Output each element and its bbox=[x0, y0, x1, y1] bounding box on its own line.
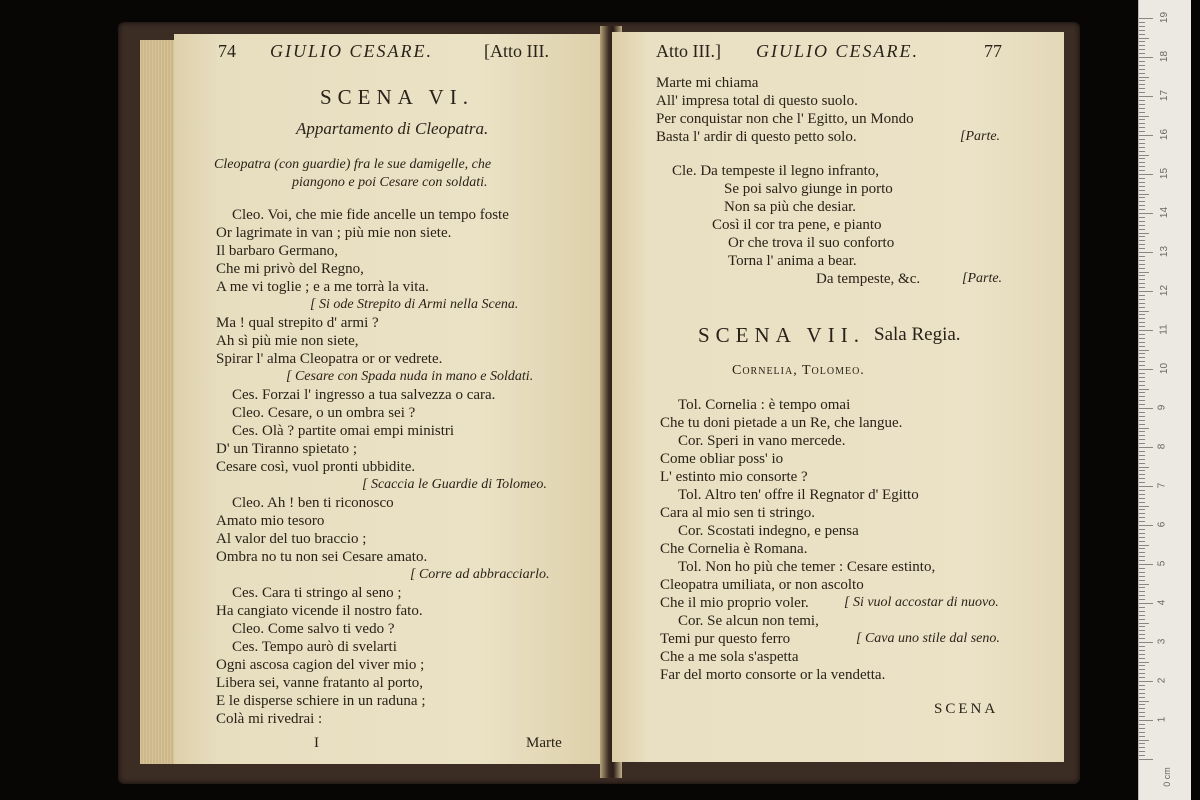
verse-line: Cara al mio sen ti stringo. bbox=[660, 505, 815, 521]
ruler-tick bbox=[1139, 439, 1145, 440]
ruler-tick bbox=[1139, 704, 1145, 705]
ruler-number: 16 bbox=[1159, 128, 1171, 141]
catchword: SCENA bbox=[934, 701, 999, 717]
stage-direction: [ Cava uno stile dal seno. bbox=[856, 631, 1000, 646]
act-label: Atto III.] bbox=[656, 41, 721, 61]
verse-line: Cor. Se alcun non temi, bbox=[678, 613, 819, 629]
ruler-tick bbox=[1139, 482, 1145, 483]
ruler-tick bbox=[1139, 236, 1145, 237]
verse-line: Per conquistar non che l' Egitto, un Mondo bbox=[656, 111, 914, 127]
ruler-tick bbox=[1139, 747, 1145, 748]
verse-line: L' estinto mio consorte ? bbox=[660, 469, 808, 485]
ruler-tick bbox=[1139, 759, 1153, 760]
ruler-tick bbox=[1139, 701, 1149, 702]
ruler-tick bbox=[1139, 642, 1153, 643]
ruler-tick bbox=[1139, 240, 1145, 241]
ruler-tick bbox=[1139, 552, 1145, 553]
ruler-tick bbox=[1139, 26, 1145, 27]
ruler-tick bbox=[1139, 84, 1145, 85]
ruler-unit: 0 cm bbox=[1161, 767, 1172, 787]
ruler-tick bbox=[1139, 365, 1145, 366]
ruler-tick bbox=[1139, 607, 1145, 608]
verse-line: E le disperse schiere in un raduna ; bbox=[216, 693, 426, 709]
ruler-tick bbox=[1139, 369, 1153, 370]
scene-characters: Cornelia, Tolomeo. bbox=[732, 363, 865, 378]
ruler-tick bbox=[1139, 435, 1145, 436]
ruler-tick bbox=[1139, 190, 1145, 191]
ruler-tick bbox=[1139, 459, 1145, 460]
ruler-tick bbox=[1139, 603, 1153, 604]
ruler-tick bbox=[1139, 45, 1145, 46]
ruler-number: 10 bbox=[1159, 362, 1171, 375]
ruler-tick bbox=[1139, 229, 1145, 230]
ruler-tick bbox=[1139, 244, 1145, 245]
ruler-tick bbox=[1139, 194, 1149, 195]
scene-setting: Appartamento di Cleopatra. bbox=[296, 119, 489, 138]
ruler-tick bbox=[1139, 529, 1145, 530]
ruler-tick bbox=[1139, 268, 1145, 269]
ruler-tick bbox=[1139, 311, 1149, 312]
ruler-tick bbox=[1139, 428, 1149, 429]
aria-line: Or che trova il suo conforto bbox=[728, 235, 895, 251]
ruler-tick bbox=[1139, 611, 1145, 612]
ruler-tick bbox=[1139, 467, 1149, 468]
verse-line: Libera sei, vanne fratanto al porto, bbox=[216, 675, 423, 691]
verse-line: Tol. Altro ten' offre il Regnator d' Egitto bbox=[678, 487, 919, 503]
ruler-number: 3 bbox=[1156, 638, 1168, 645]
ruler-tick bbox=[1139, 408, 1153, 409]
ruler-tick bbox=[1139, 307, 1145, 308]
verse-line: Ces. Cara ti stringo al seno ; bbox=[232, 585, 402, 601]
ruler-tick bbox=[1139, 73, 1145, 74]
ruler-tick bbox=[1139, 272, 1149, 273]
ruler-tick bbox=[1139, 353, 1145, 354]
verse-line: Colà mi rivedrai : bbox=[216, 711, 323, 727]
ruler-tick bbox=[1139, 685, 1145, 686]
ruler-tick bbox=[1139, 716, 1145, 717]
verse-line: Tol. Cornelia : è tempo omai bbox=[678, 397, 851, 413]
ruler-tick bbox=[1139, 509, 1145, 510]
ruler-tick bbox=[1139, 197, 1145, 198]
ruler-tick bbox=[1139, 486, 1153, 487]
ruler-tick bbox=[1139, 104, 1145, 105]
ruler-tick bbox=[1139, 720, 1153, 721]
stage-direction: piangono e poi Cesare con soldati. bbox=[292, 175, 488, 190]
ruler-tick bbox=[1139, 572, 1145, 573]
ruler-tick bbox=[1139, 326, 1145, 327]
ruler-number: 13 bbox=[1159, 245, 1171, 258]
ruler-tick bbox=[1139, 65, 1145, 66]
ruler-tick bbox=[1139, 556, 1145, 557]
page-number: 77 bbox=[984, 41, 1002, 61]
ruler-tick bbox=[1139, 498, 1145, 499]
ruler-tick bbox=[1139, 209, 1145, 210]
ruler-tick bbox=[1139, 630, 1145, 631]
verse-line: Ogni ascosa cagion del viver mio ; bbox=[216, 657, 425, 673]
catchword: Marte bbox=[526, 735, 562, 751]
verse-line: Cor. Speri in vano mercede. bbox=[678, 433, 846, 449]
ruler-tick bbox=[1139, 287, 1145, 288]
ruler-number: 19 bbox=[1159, 11, 1171, 24]
ruler-tick bbox=[1139, 34, 1145, 35]
ruler-tick bbox=[1139, 385, 1145, 386]
ruler-tick bbox=[1139, 57, 1153, 58]
aria-line: Da tempeste, &c. bbox=[816, 271, 921, 287]
ruler-tick bbox=[1139, 61, 1145, 62]
ruler-number: 8 bbox=[1156, 443, 1168, 450]
ruler-number: 17 bbox=[1159, 89, 1171, 102]
ruler-tick bbox=[1139, 638, 1145, 639]
ruler-tick bbox=[1139, 560, 1145, 561]
ruler-tick bbox=[1139, 381, 1145, 382]
ruler-tick bbox=[1139, 174, 1153, 175]
right-page bbox=[612, 32, 1064, 762]
verse-line: All' impresa total di questo suolo. bbox=[656, 93, 858, 109]
ruler-tick bbox=[1139, 217, 1145, 218]
ruler-tick bbox=[1139, 30, 1145, 31]
ruler-tick bbox=[1139, 330, 1153, 331]
ruler-tick bbox=[1139, 416, 1145, 417]
ruler-number: 1 bbox=[1156, 716, 1168, 723]
ruler-tick bbox=[1139, 158, 1145, 159]
ruler-tick bbox=[1139, 49, 1145, 50]
ruler-tick bbox=[1139, 88, 1145, 89]
verse-line: Che tu doni pietade a un Re, che langue. bbox=[660, 415, 903, 431]
verse-line: Ces. Olà ? partite omai empi ministri bbox=[232, 423, 455, 439]
verse-line: Ha cangiato vicende il nostro fato. bbox=[216, 603, 423, 619]
ruler-tick bbox=[1139, 431, 1145, 432]
ruler-tick bbox=[1139, 314, 1145, 315]
ruler-tick bbox=[1139, 568, 1145, 569]
ruler-tick bbox=[1139, 96, 1153, 97]
ruler-tick bbox=[1139, 681, 1153, 682]
ruler-tick bbox=[1139, 724, 1145, 725]
ruler-tick bbox=[1139, 490, 1145, 491]
verse-line: Tol. Non ho più che temer : Cesare estinto, bbox=[678, 559, 936, 575]
verse-line: D' un Tiranno spietato ; bbox=[216, 441, 358, 457]
ruler-tick bbox=[1139, 548, 1145, 549]
ruler-tick bbox=[1139, 201, 1145, 202]
stage-direction: Cleopatra (con guardie) fra le sue damigelle, che bbox=[214, 157, 492, 172]
verse-line: Il barbaro Germano, bbox=[216, 243, 339, 259]
ruler-tick bbox=[1139, 299, 1145, 300]
ruler-tick bbox=[1139, 53, 1145, 54]
ruler-tick bbox=[1139, 119, 1145, 120]
measuring-ruler bbox=[1138, 0, 1191, 800]
ruler-tick bbox=[1139, 728, 1145, 729]
ruler-tick bbox=[1139, 673, 1145, 674]
ruler-tick bbox=[1139, 665, 1145, 666]
ruler-tick bbox=[1139, 108, 1145, 109]
ruler-tick bbox=[1139, 170, 1145, 171]
verse-line: Che mi privò del Regno, bbox=[216, 261, 364, 277]
exit-direction: [Parte. bbox=[960, 129, 1001, 144]
ruler-tick bbox=[1139, 334, 1145, 335]
ruler-number: 15 bbox=[1159, 167, 1171, 180]
verse-line: Al valor del tuo braccio ; bbox=[216, 531, 367, 547]
verse-line: Cleopatra umiliata, or non ascolto bbox=[660, 577, 864, 593]
ruler-tick bbox=[1139, 545, 1149, 546]
ruler-tick bbox=[1139, 513, 1145, 514]
ruler-tick bbox=[1139, 755, 1145, 756]
ruler-tick bbox=[1139, 447, 1153, 448]
ruler-number: 5 bbox=[1156, 560, 1168, 567]
ruler-tick bbox=[1139, 506, 1149, 507]
verse-line: Far del morto consorte or la vendetta. bbox=[660, 667, 886, 683]
ruler-tick bbox=[1139, 619, 1145, 620]
ruler-tick bbox=[1139, 275, 1145, 276]
ruler-tick bbox=[1139, 693, 1145, 694]
ruler-tick bbox=[1139, 135, 1153, 136]
stage-direction: [ Scaccia le Guardie di Tolomeo. bbox=[362, 477, 547, 492]
ruler-tick bbox=[1139, 474, 1145, 475]
ruler-tick bbox=[1139, 396, 1145, 397]
ruler-number: 11 bbox=[1158, 324, 1170, 335]
ruler-tick bbox=[1139, 751, 1145, 752]
verse-line: A me vi toglie ; e a me torrà la vita. bbox=[216, 279, 429, 295]
verse-line: Cleo. Come salvo ti vedo ? bbox=[232, 621, 395, 637]
ruler-tick bbox=[1139, 634, 1145, 635]
ruler-tick bbox=[1139, 615, 1145, 616]
ruler-tick bbox=[1139, 112, 1145, 113]
ruler-tick bbox=[1139, 260, 1145, 261]
ruler-tick bbox=[1139, 743, 1145, 744]
verse-line: Cleo. Cesare, o un ombra sei ? bbox=[232, 405, 416, 421]
ruler-tick bbox=[1139, 338, 1145, 339]
verse-line: Ma ! qual strepito d' armi ? bbox=[216, 315, 379, 331]
ruler-tick bbox=[1139, 283, 1145, 284]
ruler-tick bbox=[1139, 162, 1145, 163]
aria-line: Non sa più che desiar. bbox=[724, 199, 857, 215]
aria-line: Torna l' anima a bear. bbox=[728, 253, 857, 269]
ruler-tick bbox=[1139, 658, 1145, 659]
ruler-tick bbox=[1139, 291, 1153, 292]
ruler-number: 2 bbox=[1156, 677, 1168, 684]
ruler-tick bbox=[1139, 155, 1149, 156]
exit-direction: [Parte. bbox=[962, 271, 1003, 286]
running-title: GIULIO CESARE. bbox=[756, 41, 919, 61]
scene-heading: SCENA VI. bbox=[320, 85, 474, 109]
ruler-tick bbox=[1139, 225, 1145, 226]
ruler-tick bbox=[1139, 740, 1149, 741]
ruler-tick bbox=[1139, 131, 1145, 132]
ruler-tick bbox=[1139, 205, 1145, 206]
scene-setting: Sala Regia. bbox=[874, 324, 961, 345]
ruler-tick bbox=[1139, 697, 1145, 698]
ruler-tick bbox=[1139, 404, 1145, 405]
ruler-tick bbox=[1139, 252, 1153, 253]
ruler-tick bbox=[1139, 248, 1145, 249]
verse-line: Cesare così, vuol pronti ubbidite. bbox=[216, 459, 416, 475]
ruler-tick bbox=[1139, 221, 1145, 222]
ruler-tick bbox=[1139, 732, 1145, 733]
stage-direction: [ Si ode Strepito di Armi nella Scena. bbox=[310, 297, 519, 312]
verse-line: Cleo. Ah ! ben ti riconosco bbox=[232, 495, 394, 511]
ruler-tick bbox=[1139, 502, 1145, 503]
ruler-tick bbox=[1139, 591, 1145, 592]
verse-line: Ces. Tempo aurò di svelarti bbox=[232, 639, 397, 655]
ruler-tick bbox=[1139, 342, 1145, 343]
verse-line: Marte mi chiama bbox=[656, 75, 759, 91]
ruler-tick bbox=[1139, 178, 1145, 179]
ruler-tick bbox=[1139, 400, 1145, 401]
ruler-tick bbox=[1139, 677, 1145, 678]
ruler-tick bbox=[1139, 116, 1149, 117]
ruler-tick bbox=[1139, 455, 1145, 456]
ruler-tick bbox=[1139, 318, 1145, 319]
verse-line: Basta l' ardir di questo petto solo. bbox=[656, 129, 857, 145]
ruler-number: 7 bbox=[1156, 482, 1168, 489]
verse-line: Ombra no tu non sei Cesare amato. bbox=[216, 549, 428, 565]
ruler-tick bbox=[1139, 38, 1149, 39]
ruler-number: 14 bbox=[1159, 206, 1171, 219]
ruler-tick bbox=[1139, 470, 1145, 471]
ruler-tick bbox=[1139, 166, 1145, 167]
ruler-tick bbox=[1139, 689, 1145, 690]
ruler-number: 6 bbox=[1156, 521, 1168, 528]
ruler-tick bbox=[1139, 377, 1145, 378]
ruler-tick bbox=[1139, 256, 1145, 257]
ruler-tick bbox=[1139, 139, 1145, 140]
verse-line: Or lagrimate in van ; più mie non siete. bbox=[216, 225, 452, 241]
ruler-tick bbox=[1139, 322, 1145, 323]
ruler-tick bbox=[1139, 587, 1145, 588]
page-number: 74 bbox=[218, 41, 236, 61]
ruler-tick bbox=[1139, 295, 1145, 296]
verse-line: Spirar l' alma Cleopatra or or vedrete. bbox=[216, 351, 443, 367]
ruler-tick bbox=[1139, 708, 1145, 709]
ruler-tick bbox=[1139, 599, 1145, 600]
ruler-tick bbox=[1139, 478, 1145, 479]
ruler-tick bbox=[1139, 147, 1145, 148]
ruler-tick bbox=[1139, 650, 1145, 651]
ruler-tick bbox=[1139, 18, 1153, 19]
ruler-number: 18 bbox=[1159, 50, 1171, 63]
ruler-number: 4 bbox=[1156, 599, 1168, 606]
ruler-tick bbox=[1139, 92, 1145, 93]
ruler-tick bbox=[1139, 213, 1153, 214]
aria-line: Cle. Da tempeste il legno infranto, bbox=[672, 163, 880, 179]
ruler-tick bbox=[1139, 669, 1145, 670]
signature-mark: I bbox=[314, 735, 319, 751]
verse-line: Temi pur questo ferro bbox=[660, 631, 791, 647]
ruler-tick bbox=[1139, 264, 1145, 265]
ruler-tick bbox=[1139, 100, 1145, 101]
ruler-tick bbox=[1139, 564, 1153, 565]
ruler-tick bbox=[1139, 584, 1149, 585]
ruler-tick bbox=[1139, 626, 1145, 627]
verse-line: Come obliar poss' io bbox=[660, 451, 784, 467]
ruler-tick bbox=[1139, 373, 1145, 374]
stage-direction: [ Corre ad abbracciarlo. bbox=[410, 567, 550, 582]
ruler-tick bbox=[1139, 451, 1145, 452]
ruler-tick bbox=[1139, 80, 1145, 81]
running-title: GIULIO CESARE. bbox=[270, 41, 433, 61]
ruler-tick bbox=[1139, 533, 1145, 534]
stage-direction: [ Si vuol accostar di nuovo. bbox=[844, 595, 999, 610]
act-label: [Atto III. bbox=[484, 41, 549, 61]
ruler-tick bbox=[1139, 646, 1145, 647]
ruler-tick bbox=[1139, 389, 1149, 390]
verse-line: Ces. Forzai l' ingresso a tua salvezza o cara. bbox=[232, 387, 496, 403]
ruler-tick bbox=[1139, 424, 1145, 425]
verse-line: Ah sì più mie non siete, bbox=[216, 333, 359, 349]
ruler-tick bbox=[1139, 123, 1145, 124]
ruler-tick bbox=[1139, 303, 1145, 304]
ruler-tick bbox=[1139, 22, 1145, 23]
ruler-tick bbox=[1139, 494, 1145, 495]
ruler-tick bbox=[1139, 576, 1145, 577]
scene-heading: SCENA VII. bbox=[698, 323, 865, 347]
ruler-tick bbox=[1139, 151, 1145, 152]
ruler-tick bbox=[1139, 580, 1145, 581]
ruler-tick bbox=[1139, 736, 1145, 737]
ruler-tick bbox=[1139, 537, 1145, 538]
ruler-tick bbox=[1139, 357, 1145, 358]
ruler-tick bbox=[1139, 69, 1145, 70]
ruler-tick bbox=[1139, 623, 1149, 624]
aria-line: Così il cor tra pene, e pianto bbox=[712, 217, 882, 233]
ruler-tick bbox=[1139, 525, 1153, 526]
ruler-tick bbox=[1139, 279, 1145, 280]
left-page bbox=[174, 34, 610, 764]
ruler-tick bbox=[1139, 662, 1149, 663]
ruler-tick bbox=[1139, 186, 1145, 187]
ruler-tick bbox=[1139, 443, 1145, 444]
ruler-number: 12 bbox=[1159, 284, 1171, 297]
verse-line: Cor. Scostati indegno, e pensa bbox=[678, 523, 859, 539]
ruler-tick bbox=[1139, 346, 1145, 347]
ruler-tick bbox=[1139, 463, 1145, 464]
ruler-tick bbox=[1139, 77, 1149, 78]
ruler-tick bbox=[1139, 420, 1145, 421]
verse-line: Che il mio proprio voler. bbox=[660, 595, 809, 611]
ruler-tick bbox=[1139, 517, 1145, 518]
ruler-tick bbox=[1139, 41, 1145, 42]
verse-line: Che a me sola s'aspetta bbox=[660, 649, 799, 665]
ruler-tick bbox=[1139, 712, 1145, 713]
ruler-tick bbox=[1139, 350, 1149, 351]
ruler-number: 9 bbox=[1156, 404, 1168, 411]
ruler-tick bbox=[1139, 392, 1145, 393]
ruler-tick bbox=[1139, 182, 1145, 183]
ruler-tick bbox=[1139, 412, 1145, 413]
ruler-tick bbox=[1139, 143, 1145, 144]
verse-line: Amato mio tesoro bbox=[216, 513, 325, 529]
ruler-tick bbox=[1139, 521, 1145, 522]
ruler-tick bbox=[1139, 654, 1145, 655]
ruler-tick bbox=[1139, 541, 1145, 542]
ruler-tick bbox=[1139, 361, 1145, 362]
verse-line: Che Cornelia è Romana. bbox=[660, 541, 808, 557]
ruler-tick bbox=[1139, 233, 1149, 234]
aria-line: Se poi salvo giunge in porto bbox=[724, 181, 893, 197]
verse-line: Cleo. Voi, che mie fide ancelle un tempo foste bbox=[232, 207, 509, 223]
ruler-tick bbox=[1139, 595, 1145, 596]
stage-direction: [ Cesare con Spada nuda in mano e Soldati. bbox=[286, 369, 534, 384]
ruler-tick bbox=[1139, 127, 1145, 128]
